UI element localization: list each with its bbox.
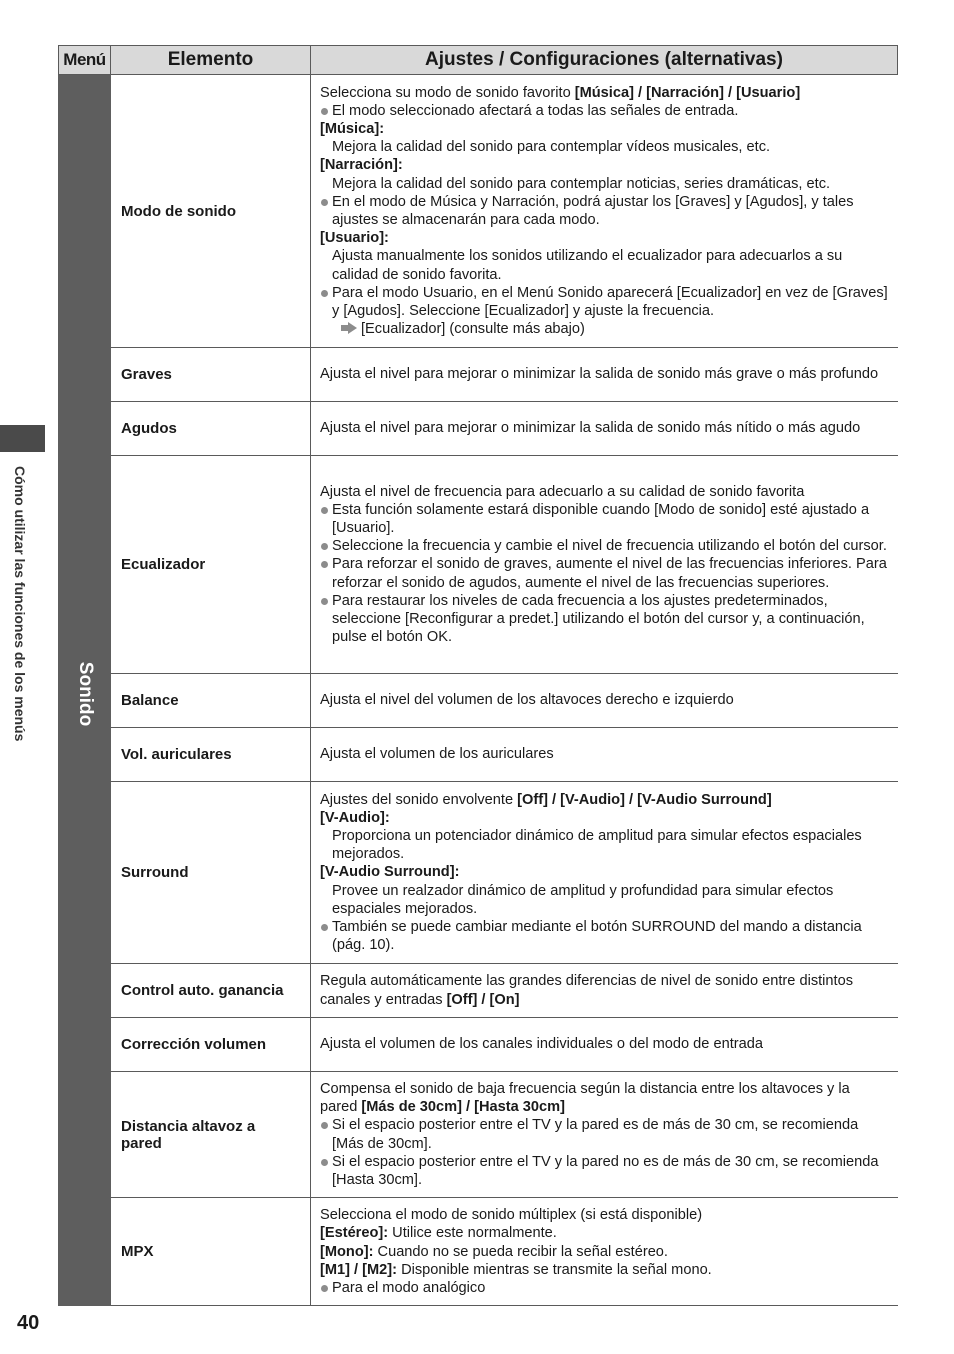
table-row — [59, 728, 898, 782]
desc-control-ganancia: Regula automáticamente las grandes diferencias de nivel de sonido entre distintos canales y entradas [Off] / [On] — [311, 964, 898, 1018]
element-vol-auriculares: Vol. auriculares — [111, 728, 311, 782]
element-modo-sonido: Modo de sonido — [111, 75, 311, 348]
desc-mpx: Selecciona el modo de sonido múltiplex (si está disponible) [Estéreo]: Utilice este normalmente. [Mono]: Cuando no se pueda recibir la señal estéreo. [M1] / [M2]: Disponible mientras se transmite la señal mono. Para el modo analógico — [311, 1198, 898, 1306]
element-correccion-volumen: Corrección volumen — [111, 1018, 311, 1072]
table-row — [59, 782, 898, 964]
table-row — [59, 75, 898, 348]
desc-agudos: Ajusta el nivel para mejorar o minimizar la salida de sonido más nítido o más agudo — [311, 402, 898, 456]
table-header-row — [59, 46, 898, 75]
element-ecualizador: Ecualizador — [111, 456, 311, 674]
table-row — [59, 1198, 898, 1306]
header-element: Elemento — [111, 46, 311, 75]
element-control-ganancia: Control auto. ganancia — [111, 964, 311, 1018]
menu-label-sonido: Sonido — [74, 661, 96, 727]
element-agudos: Agudos — [111, 402, 311, 456]
header-menu: Menú — [59, 46, 111, 75]
sound-menu-table — [58, 45, 898, 1306]
table-row — [59, 1072, 898, 1198]
table-row — [59, 1018, 898, 1072]
table-row — [59, 674, 898, 728]
arrow-right-icon — [348, 322, 357, 334]
header-settings: Ajustes / Configuraciones (alternativas) — [311, 46, 898, 75]
desc-distancia-altavoz: Compensa el sonido de baja frecuencia según la distancia entre los altavoces y la pared [Más de 30cm] / [Hasta 30cm] Si el espacio posterior entre el TV y la pared es de más de 30 cm, se recomienda [Más de 30cm]. Si el espacio posterior entre el TV y la pared no es de más de 30 cm, se recomienda [Hasta 30cm]. — [311, 1072, 898, 1198]
element-balance: Balance — [111, 674, 311, 728]
desc-ecualizador: Ajusta el nivel de frecuencia para adecuarlo a su calidad de sonido favorita Esta función solamente estará disponible cuando [Modo de sonido] esté ajustado a [Usuario]. Seleccione la frecuencia y cambie el nivel de frecuencia utilizando el botón del cursor. Para reforzar el sonido de graves, aumente el nivel de las frecuencias inferiores. Para reforzar el sonido de agudos, aumente el nivel de las frecuencias superiores. Para restaurar los niveles de cada frecuencia a los ajustes predeterminados, seleccione [Reconfigurar a predet.] utilizando el botón del cursor y, a continuación, pulse el botón OK. — [311, 456, 898, 674]
desc-correccion-volumen: Ajusta el volumen de los canales individuales o del modo de entrada — [311, 1018, 898, 1072]
table-row — [59, 964, 898, 1018]
table-row — [59, 402, 898, 456]
desc-balance: Ajusta el nivel del volumen de los altavoces derecho e izquierdo — [311, 674, 898, 728]
element-mpx: MPX — [111, 1198, 311, 1306]
element-surround: Surround — [111, 782, 311, 964]
section-tab-marker — [0, 425, 45, 452]
table-row — [59, 348, 898, 402]
desc-vol-auriculares: Ajusta el volumen de los auriculares — [311, 728, 898, 782]
desc-modo-sonido: Selecciona su modo de sonido favorito [Música] / [Narración] / [Usuario] El modo seleccionado afectará a todas las señales de entrada. [Música]: Mejora la calidad del sonido para contemplar vídeos musicales, etc. [Narración]: Mejora la calidad del sonido para contemplar noticias, series dramáticas, etc. En el modo de Música y Narración, podrá ajustar los [Graves] y [Agudos], y tales ajustes se almacenarán para cada modo. [Usuario]: Ajusta manualmente los sonidos utilizando el ecualizador para adecuarlos a su calidad de sonido favorita. Para el modo Usuario, en el Menú Sonido aparecerá [Ecualizador] en vez de [Graves] y [Agudos]. Seleccione [Ecualizador] y ajuste la frecuencia. [Ecualizador] (consulte más abajo) — [311, 75, 898, 348]
desc-graves: Ajusta el nivel para mejorar o minimizar la salida de sonido más grave o más profundo — [311, 348, 898, 402]
desc-surround: Ajustes del sonido envolvente [Off] / [V-Audio] / [V-Audio Surround] [V-Audio]: Proporciona un potenciador dinámico de amplitud para simular efectos espaciales mejorados. [V-Audio Surround]: Provee un realzador dinámico de amplitud y profundidad para simular efectos espaciales mejorados. También se puede cambiar mediante el botón SURROUND del mando a distancia (pág. 10). — [311, 782, 898, 964]
element-graves: Graves — [111, 348, 311, 402]
element-distancia-altavoz: Distancia altavoz a pared — [111, 1072, 311, 1198]
table-row — [59, 456, 898, 674]
menu-column — [59, 75, 111, 1306]
side-section-title: Cómo utilizar las funciones de los menús — [12, 466, 28, 742]
page-number: 40 — [17, 1312, 40, 1334]
